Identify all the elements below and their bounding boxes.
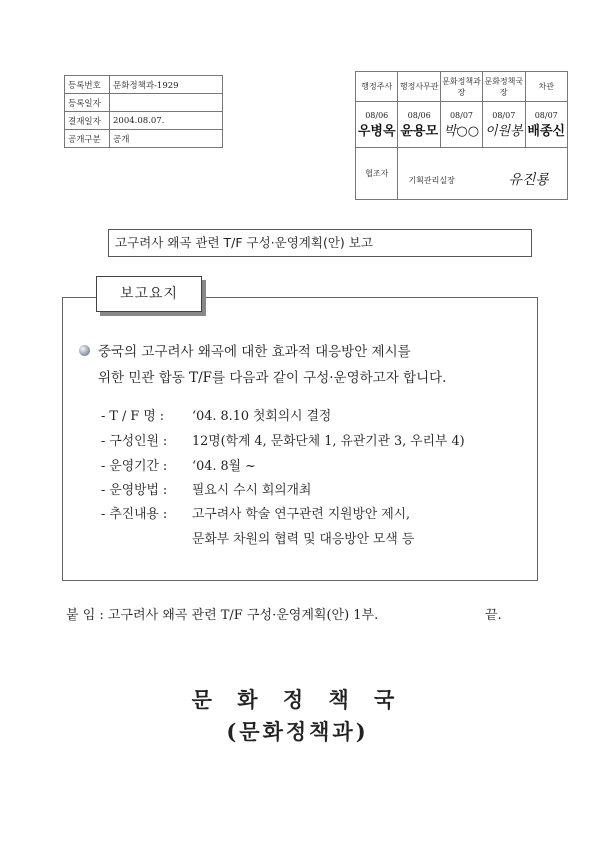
approval-cell bbox=[525, 102, 567, 148]
detail-value: ‘04. 8월 ~ bbox=[192, 459, 256, 474]
org-name: 문 화 정 책 국 bbox=[191, 687, 404, 712]
cooperation-role: 기획관리실장 bbox=[408, 175, 455, 185]
detail-label: - 추진내용 : bbox=[101, 507, 168, 522]
registration-value bbox=[110, 94, 223, 112]
approval-role: 행정주사 bbox=[356, 72, 398, 102]
detail-label: - 운영방법 : bbox=[101, 483, 168, 498]
signature: 이원봉 bbox=[484, 123, 523, 139]
end-mark: 끝. bbox=[485, 608, 502, 623]
detail-label: - 운영기간 : bbox=[101, 459, 168, 474]
registration-value: 문화정책과-1929 bbox=[110, 76, 223, 94]
summary-lead-line: 중국의 고구려사 왜곡에 대한 효과적 대응방안 제시를 bbox=[98, 344, 411, 360]
approval-date: 08/07 bbox=[534, 110, 558, 120]
approval-date: 08/06 bbox=[365, 110, 389, 120]
approval-date: 08/07 bbox=[449, 110, 474, 120]
cooperation-label: 협조자 bbox=[356, 148, 398, 200]
attachment-line: 붙 임 : 고구려사 왜곡 관련 T/F 구성·운영계획(안) 1부. bbox=[66, 608, 379, 623]
registration-table bbox=[64, 75, 223, 148]
signature: 박○○ bbox=[443, 123, 480, 139]
bullet-icon bbox=[79, 345, 90, 356]
registration-row bbox=[65, 76, 223, 94]
registration-label: 결재일자 bbox=[65, 112, 110, 130]
detail-value: ‘04. 8.10 첫회의시 결정 bbox=[192, 409, 332, 424]
cooperation-row bbox=[356, 148, 568, 200]
registration-value: 공개 bbox=[110, 130, 223, 148]
registration-label: 공개구분 bbox=[65, 130, 110, 148]
approval-date: 08/07 bbox=[492, 110, 516, 120]
registration-label: 등록일자 bbox=[65, 94, 110, 112]
approval-roles-row bbox=[356, 72, 568, 102]
detail-value: 12명(학계 4, 문화단체 1, 유관기관 3, 우리부 4) bbox=[192, 434, 465, 449]
signature: 배종신 bbox=[527, 123, 566, 139]
approval-table bbox=[355, 71, 568, 200]
approval-role: 행정사무관 bbox=[398, 72, 440, 102]
approval-role: 문화정책과장 bbox=[440, 72, 482, 102]
signature: 우병옥 bbox=[357, 123, 396, 139]
registration-row bbox=[65, 130, 223, 148]
signature: 유진룡 bbox=[508, 171, 549, 188]
approval-role: 문화정책국장 bbox=[483, 72, 525, 102]
approval-role: 차관 bbox=[525, 72, 567, 102]
registration-row bbox=[65, 94, 223, 112]
approval-cell bbox=[440, 102, 482, 148]
detail-value: 필요시 수시 회의개최 bbox=[192, 483, 312, 498]
approval-cell bbox=[398, 102, 440, 148]
detail-continuation: 문화부 차원의 협력 및 대응방안 모색 등 bbox=[192, 532, 415, 547]
approval-sign-row bbox=[356, 102, 568, 148]
org-dept: (문화정책과) bbox=[226, 719, 369, 744]
detail-label: - T / F 명 : bbox=[101, 409, 165, 424]
approval-cell bbox=[356, 102, 398, 148]
summary-lead-line: 위한 민관 합동 T/F를 다음과 같이 구성·운영하고자 합니다. bbox=[98, 370, 447, 386]
summary-tag: 보고요지 bbox=[96, 276, 202, 312]
registration-value: 2004.08.07. bbox=[110, 112, 223, 130]
approval-date: 08/06 bbox=[407, 110, 431, 120]
cooperation-cell bbox=[398, 148, 568, 200]
signature: 윤용모 bbox=[400, 123, 439, 139]
approval-cell bbox=[483, 102, 525, 148]
detail-value: 고구려사 학술 연구관련 지원방안 제시, bbox=[192, 507, 411, 522]
document-title: 고구려사 왜곡 관련 T/F 구성·운영계획(안) 보고 bbox=[108, 229, 532, 257]
registration-row bbox=[65, 112, 223, 130]
registration-label: 등록번호 bbox=[65, 76, 110, 94]
detail-label: - 구성인원 : bbox=[101, 434, 168, 449]
